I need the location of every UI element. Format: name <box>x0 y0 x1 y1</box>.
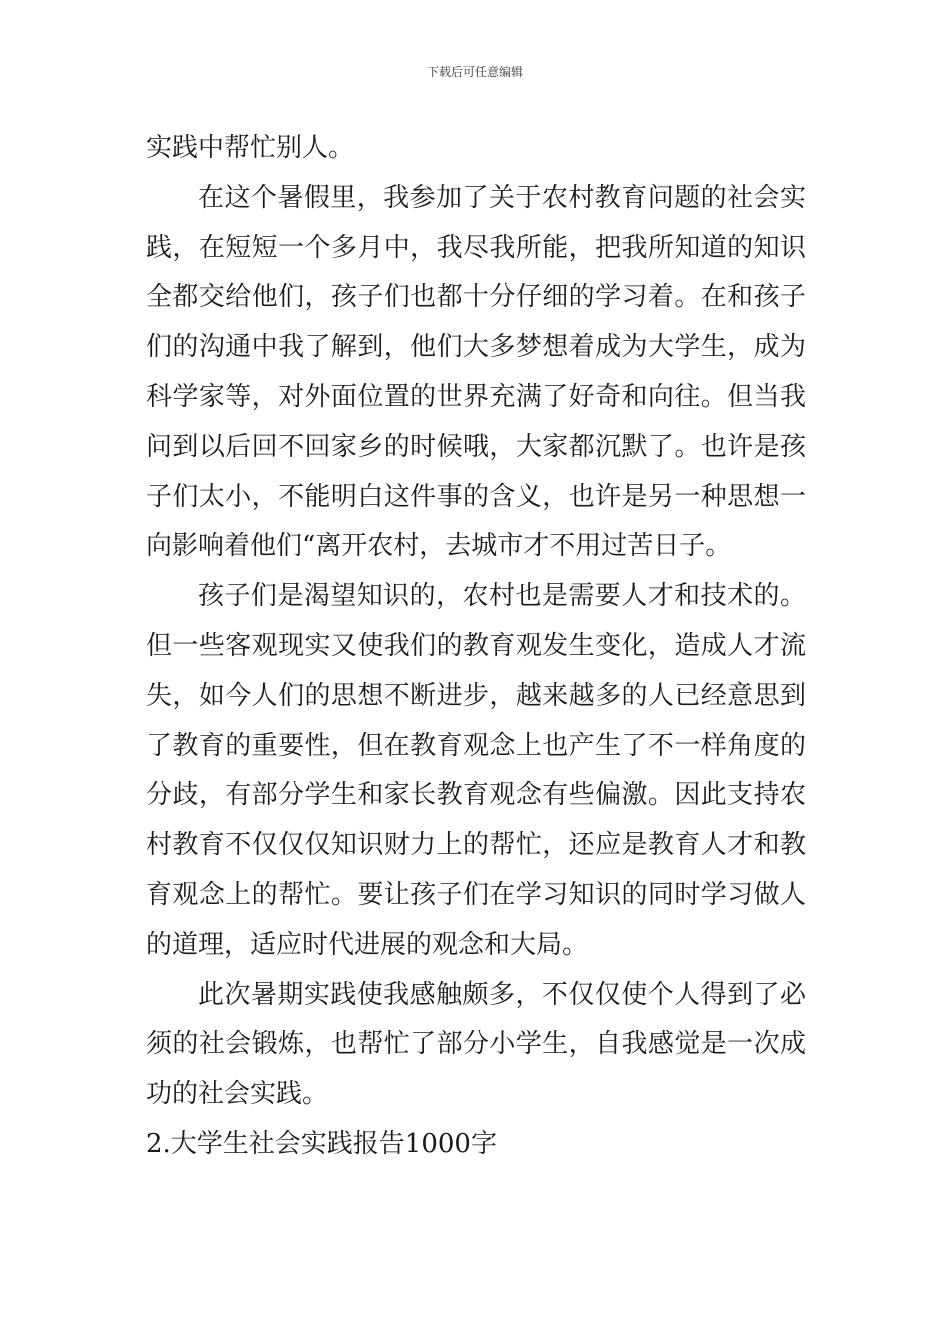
paragraph-rural-education: 孩子们是渴望知识的，农村也是需要人才和技术的。但一些客观现实又使我们的教育观发生变化，造成人才流失，如今人们的思想不断进步，越来越多的人已经意思到了教育的重要性，但在教育观念上也产生了不一样角度的分歧，有部分学生和家长教育观念有些偏激。因此支持农村教育不仅仅仅知识财力上的帮忙，还应是教育人才和教育观念上的帮忙。要让孩子们在学习知识的同时学习做人的道理，适应时代进展的观念和大局。 <box>146 581 806 960</box>
paragraph-continuation: 实践中帮忙别人。 <box>146 133 355 163</box>
paragraph-summer-practice: 在这个暑假里，我参加了关于农村教育问题的社会实践，在短短一个多月中，我尽我所能，把我所知道的知识全都交给他们，孩子们也都十分仔细的学习着。在和孩子们的沟通中我了解到，他们大多梦想着成为大学生，成为科学家等，对外面位置的世界充满了好奇和向往。但当我问到以后回不回家乡的时候哦，大家都沉默了。也许是孩子们太小，不能明白这件事的含义，也许是另一种思想一向影响着他们“离开农村，去城市才不用过苦日子。 <box>146 182 806 562</box>
document-body <box>146 124 806 1170</box>
page-header: 下载后可任意编辑 <box>426 65 523 79</box>
section-heading: 2.大学生社会实践报告1000字 <box>146 1128 497 1159</box>
paragraph-conclusion: 此次暑期实践使我感触颇多，不仅仅使个人得到了必须的社会锻炼，也帮忙了部分小学生，自我感觉是一次成功的社会实践。 <box>146 979 806 1110</box>
